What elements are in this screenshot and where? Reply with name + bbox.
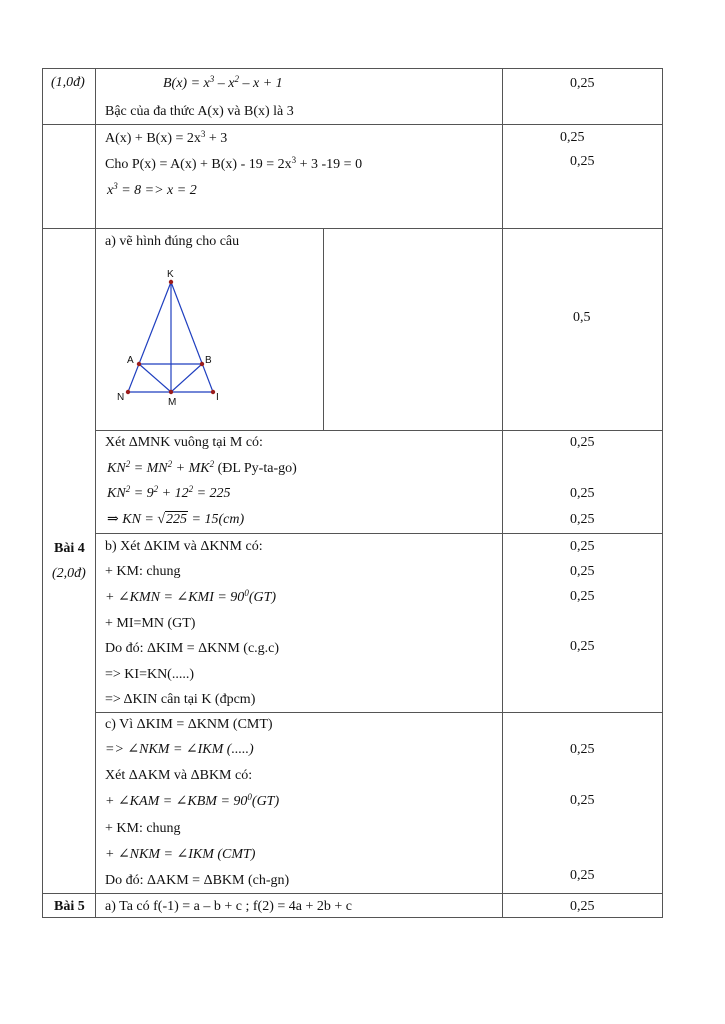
part-b-line-5: Do đó: ΔKIM = ΔKNM (c.g.c) (105, 641, 280, 656)
score: 0,25 (570, 589, 595, 604)
part-b-line-4: + MI=MN (GT) (105, 616, 196, 631)
score: 0,25 (570, 486, 595, 501)
part-b-line-6: => KI=KN(.....) (105, 667, 195, 682)
score: 0,25 (570, 868, 595, 883)
row-divider (43, 124, 662, 125)
pythagoras-formula: $KN^2 = MN^2 + MK^2$ (ĐL Py-ta-go) (107, 459, 297, 476)
score: 0,25 (570, 742, 595, 757)
row-divider (95, 533, 662, 534)
point-n (126, 390, 130, 394)
score: 0,25 (570, 76, 595, 91)
point-m (169, 390, 173, 394)
label-k: K (167, 269, 174, 280)
label-i: I (216, 392, 219, 403)
score: 0,25 (570, 793, 595, 808)
kn-result: ⇒ KN = √225 = 15(cm) (107, 512, 245, 527)
sum-polynomial: $A(x) + B(x) = 2x^3 + 3$ (105, 129, 228, 146)
score: 0,25 (570, 435, 595, 450)
part-c-line-5: + KM: chung (105, 821, 181, 836)
part-b-line-2: + KM: chung (105, 564, 181, 579)
polynomial-b: $B(x) = x^3 - x^2 - x + 1$ (163, 74, 283, 91)
bai4-label: Bài 4 (54, 541, 85, 556)
solution-x: $x^3 = 8 => x = 2$ (107, 181, 197, 198)
label-m: M (168, 397, 177, 408)
score: 0,25 (570, 639, 595, 654)
column-divider (502, 69, 503, 917)
score: 0,25 (570, 564, 595, 579)
degree-statement: Bậc của đa thức A(x) và B(x) là 3 (105, 104, 294, 119)
row-divider (43, 228, 662, 229)
part-c-line-2: => ∠NKM = ∠IKM (.....) (105, 742, 254, 757)
score: 0,25 (570, 154, 595, 169)
pythagoras-numbers: $KN^2 = 9^2 + 12^2 = 225$ (107, 484, 231, 501)
score: 0,25 (560, 130, 585, 145)
label-b: B (205, 355, 212, 366)
row-divider (95, 430, 662, 431)
point-b (200, 362, 204, 366)
part-c-line-4: + ∠KAM = ∠KBM = $90^0(GT)$ (105, 792, 280, 809)
point-i (211, 390, 215, 394)
bai3-points: (1,0đ) (51, 75, 85, 90)
bai5-text: a) Ta có f(-1) = a – b + c ; f(2) = 4a + 2b + c (105, 899, 352, 914)
part-c-line-6: + ∠NKM = ∠IKM (CMT) (105, 847, 256, 862)
pythagoras-intro: Xét ΔMNK vuông tại M có: (105, 435, 263, 450)
column-divider (323, 228, 324, 430)
bai5-label: Bài 5 (54, 899, 85, 914)
answer-table (42, 68, 663, 918)
score: 0,25 (570, 539, 595, 554)
row-divider (95, 712, 662, 713)
part-c-line-7: Do đó: ΔAKM = ΔBKM (ch-gn) (105, 873, 290, 888)
part-b-line-7: => ΔKIN cân tại K (đpcm) (105, 692, 256, 707)
p-polynomial: Cho $P(x) = A(x) + B(x) - 19 = 2x^3 + 3$ -19 = 0 (105, 155, 363, 172)
score: 0,25 (570, 512, 595, 527)
label-n: N (117, 392, 125, 403)
point-k (169, 280, 173, 284)
point-a (137, 362, 141, 366)
part-b-line-1: b) Xét ΔKIM và ΔKNM có: (105, 539, 263, 554)
part-b-line-3: + ∠KMN = ∠KMI = $90^0(GT)$ (105, 588, 277, 605)
triangle-figure (113, 266, 263, 411)
score: 0,5 (573, 310, 591, 325)
row-divider (43, 893, 662, 894)
label-a: A (127, 355, 134, 366)
part-c-line-3: Xét ΔAKM và ΔBKM có: (105, 768, 253, 783)
part-a-title: a) vẽ hình đúng cho câu (105, 234, 240, 249)
bai4-points: (2,0đ) (52, 566, 86, 581)
column-divider (95, 69, 96, 917)
score: 0,25 (570, 899, 595, 914)
part-c-line-1: c) Vì ΔKIM = ΔKNM (CMT) (105, 717, 273, 732)
